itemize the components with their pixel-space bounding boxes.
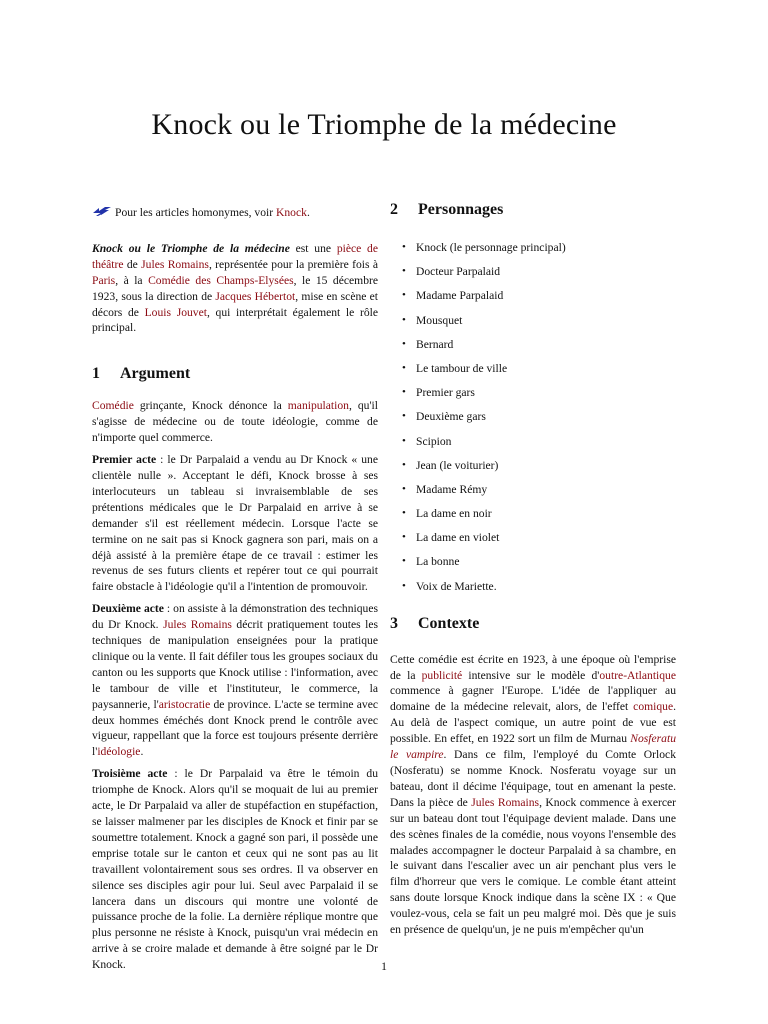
link-comedie-champs-elysees[interactable]: Comédie des Champs-Elysées xyxy=(148,273,294,287)
link-aristocratie[interactable]: aristocratie xyxy=(158,697,211,711)
act-two-text-2: décrit pratiquement toutes les techniques de manipulation enseignées pour la pratique clinique ou la vente. Il fait défiler tous les groupes sociaux du canton ou les supports que Knock utilise : l'information, avec le tambour de ville et l'instituteur, le commerce, la paysannerie, l' xyxy=(92,618,378,711)
list-item: • Scipion xyxy=(390,434,676,449)
link-ideologie[interactable]: idéologie xyxy=(97,745,141,759)
list-item: • La bonne xyxy=(390,554,676,569)
list-item: • Knock (le personnage principal) xyxy=(390,240,676,255)
context-text-1: Cette comédie est écrite en 1923, à une époque où l'emprise de la xyxy=(390,652,676,682)
section-number: 1 xyxy=(92,365,100,383)
disambiguation-note xyxy=(92,205,378,221)
link-paris[interactable]: Paris xyxy=(92,273,116,287)
link-manipulation[interactable]: manipulation xyxy=(287,399,349,413)
link-nosferatu-text: Nosferatu le vampire xyxy=(390,732,676,762)
list-item: • Jean (le voiturier) xyxy=(390,458,676,473)
link-jules-romains-2[interactable]: Jules Romains xyxy=(163,618,232,632)
act-two-text-4: . xyxy=(140,745,144,759)
act-two-label: Deuxième acte xyxy=(92,602,164,616)
left-column xyxy=(92,200,378,973)
context-text-3: commence à gagner l'Europe. L'idée de l'appliquer au domaine de la médecine relevait, alors, de l'effet xyxy=(390,684,676,714)
intro-text-7: , qui interprétait également le rôle principal. xyxy=(92,305,379,335)
link-jules-romains-3[interactable]: Jules Romains xyxy=(471,795,540,809)
right-column xyxy=(390,200,676,938)
intro-text-1: est une xyxy=(289,241,337,255)
disambiguation-end: . xyxy=(306,206,310,219)
page-number: 1 xyxy=(381,960,387,973)
section-title: Personnages xyxy=(418,201,504,218)
intro-text-3: , représentée pour la première fois à xyxy=(208,257,379,271)
list-item: • Premier gars xyxy=(390,385,676,400)
link-piece-de-theatre[interactable]: pièce de théâtre xyxy=(92,241,378,271)
list-item: • Madame Rémy xyxy=(390,482,676,497)
section-number: 3 xyxy=(390,614,398,632)
list-item: • La dame en noir xyxy=(390,506,676,521)
intro-text-6: , mise en scène et décors de xyxy=(92,289,379,319)
context-paragraph xyxy=(390,652,676,938)
section-heading-personnages xyxy=(390,200,676,220)
section-title: Contexte xyxy=(418,614,480,632)
act-three-paragraph xyxy=(92,766,378,973)
act-three-text: : le Dr Parpalaid va être le témoin du triomphe de Knock. Alors qu'il se moquait de lui au premier acte, le Dr Parpalaid va aller de stupéfaction en stupéfaction, se laisser malmener par les disciples de Knock et finir par se soumettre totalement. Knock a gagné son pari, il possède une emprise totale sur le canton et ceux qui ne sont pas au lit travaillent volontairement sous ses ordres. Il va observer en silence ses disciples agir pour lui. Seul avec Parpalaid il se lancera dans un discours qui montre une volonté de puissance proche de la folie. La dernière réplique montre que plus personne ne résiste à Knock, puisqu'un vrai médecin en arrive à se croire malade et demande à être soigné par le Dr Knock. xyxy=(92,767,378,972)
list-item: • Le tambour de ville xyxy=(390,361,676,376)
list-item: • Docteur Parpalaid xyxy=(390,264,676,279)
characters-list xyxy=(390,240,676,594)
link-outre-atlantique[interactable]: outre-Atlantique xyxy=(599,668,676,682)
link-comedie[interactable]: Comédie xyxy=(92,399,134,413)
list-item: • La dame en violet xyxy=(390,530,676,545)
list-item: • Voix de Mariette. xyxy=(390,579,676,594)
section-heading-contexte xyxy=(390,614,676,634)
page-title: Knock ou le Triomphe de la médecine xyxy=(151,108,617,141)
act-one-label: Premier acte xyxy=(92,453,157,467)
link-louis-jouvet[interactable]: Louis Jouvet xyxy=(144,305,207,319)
argument-text-1: grinçante, Knock dénonce la xyxy=(133,399,288,413)
disambiguation-text: Pour les articles homonymes, voir xyxy=(115,206,274,219)
context-text-6: , Knock commence à exercer sur un bateau dont tout l'équipage devient malade. Dans une des scènes finales de la comédie, nous voyons l'ensemble des malades accompagner le docteur Parpalaid à sa chambre, en le suivant dans l'escalier avec un air penchant plus vers le film d'horreur que vers le comique. Le comble étant atteint sans doute lorsque Knock indique dans la scène IX : « Que voulez-vous, cela se fait un peu malgré moi. Dès que je suis en présence de quelqu'un, je ne puis m'empêcher qu'un xyxy=(390,795,676,937)
link-jacques-hebertot[interactable]: Jacques Hébertot xyxy=(215,289,296,303)
act-one-text: : le Dr Parpalaid a vendu au Dr Knock « une clientèle nulle ». Acceptant le défi, Knock brosse à ses interlocuteurs un tableau si invraisemblable de ses prétentions médicales que le Dr Parpalaid en arrive à se demander s'il est réellement médecin. Lorsque l'acte se termine on ne sait pas si Knock gagnera son pari, mais on a déjà assisté à la première étape de ce travail : estimer les revenus de ses futurs clients et repérer tout ce qui pourrait faire obstacle à l'idéologie qu'il a l'intention de promouvoir. xyxy=(92,453,378,594)
argument-text-2: , qu'il s'agisse de médecine ou de toute idéologie, comme de n'importe quel commerce. xyxy=(92,399,378,445)
list-item: • Deuxième gars xyxy=(390,409,676,424)
link-comique[interactable]: comique xyxy=(633,700,674,714)
argument-paragraph xyxy=(92,398,378,446)
act-two-text-3: de province. L'acte se termine avec deux hommes éméchés dont Knock prend le contrôle avec vigueur, rappellant que la force est toujours présente derrière l' xyxy=(92,697,378,759)
act-two-text-1: : on assiste à la démonstration des techniques du Dr Knock. xyxy=(92,602,378,632)
intro-paragraph xyxy=(92,241,378,336)
list-item: • Madame Parpalaid xyxy=(390,288,676,303)
intro-title-bold: Knock ou le Triomphe de la médecine xyxy=(92,241,290,255)
context-text-2: intensive sur le modèle d' xyxy=(462,668,600,682)
act-three-label: Troisième acte xyxy=(92,767,168,781)
context-text-4: . Au delà de l'aspect comique, un autre point de vue est possible. En effet, en 1922 sort un film de Murnau xyxy=(390,700,676,746)
list-item: • Mousquet xyxy=(390,313,676,328)
section-number: 2 xyxy=(390,201,398,218)
intro-text-2: de xyxy=(123,257,142,271)
act-two-paragraph xyxy=(92,601,378,760)
disambiguation-arrows-icon xyxy=(92,205,112,217)
intro-text-5: , le 15 décembre 1923, sous la direction de xyxy=(92,273,378,303)
link-knock-homonym[interactable]: Knock xyxy=(276,206,307,219)
section-title: Argument xyxy=(120,365,191,383)
link-jules-romains[interactable]: Jules Romains xyxy=(141,257,209,271)
context-text-5: . Dans ce film, l'employé du Comte Orlock (Nosferatu) se nomme Knock. Nosferatu voyage sur un bateau, dont il décime l'équipage, tout en amenant la peste. Dans la pièce de xyxy=(390,748,676,809)
intro-text-4: , à la xyxy=(115,273,149,287)
link-publicite[interactable]: publicité xyxy=(421,668,463,682)
section-heading-argument xyxy=(92,364,378,384)
act-one-paragraph xyxy=(92,452,378,595)
list-item: • Bernard xyxy=(390,337,676,352)
